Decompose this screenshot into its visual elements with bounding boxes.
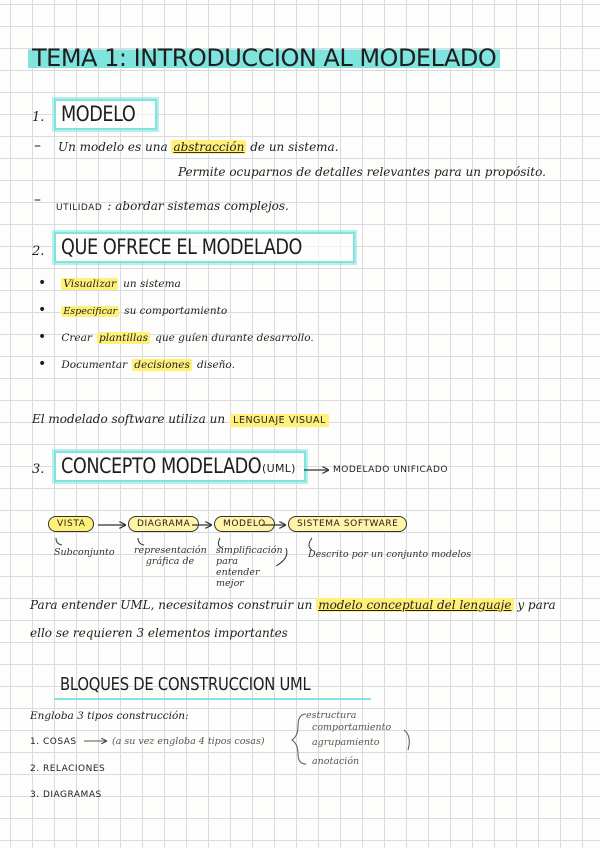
section-3-heading: CONCEPTO MODELADO bbox=[54, 451, 306, 482]
type-estructura: estructura bbox=[306, 710, 357, 721]
highlight-abstraccion: abstracción bbox=[173, 140, 245, 154]
model-purpose: Permite ocuparnos de detalles relevantes para un propósito. bbox=[178, 165, 546, 179]
utility-line: UTILIDAD : abordar sistemas complejos. bbox=[56, 199, 289, 213]
uml-paragraph-line2: ello se requieren 3 elementos importantes bbox=[30, 626, 288, 640]
type-agrupamiento: agrupamiento bbox=[312, 737, 380, 748]
section-1-heading: MODELO bbox=[54, 99, 157, 130]
flow-modelo: MODELO bbox=[214, 516, 275, 532]
dash-bullet: – bbox=[34, 138, 41, 154]
dash-bullet: – bbox=[34, 192, 41, 208]
block-cosas: 1. COSAS bbox=[30, 737, 77, 747]
flow-sistema-software: SISTEMA SOFTWARE bbox=[288, 516, 407, 532]
note-descrito: Descrito por un conjunto modelos bbox=[308, 549, 472, 560]
flow-vista: VISTA bbox=[48, 516, 94, 532]
block-diagramas: 3. DIAGRAMAS bbox=[30, 790, 102, 800]
brace-right bbox=[404, 730, 409, 750]
uml-acronym: (UML) bbox=[262, 462, 296, 475]
bullet-visualizar: • Visualizar un sistema bbox=[38, 275, 181, 291]
type-comportamiento: comportamiento bbox=[312, 722, 392, 733]
section-1-number: 1. bbox=[32, 110, 45, 125]
block-cosas-note: (a su vez engloba 4 tipos cosas) bbox=[112, 736, 265, 747]
bullet-documentar: • Documentar decisiones diseño. bbox=[38, 356, 235, 372]
flow-diagrama: DIAGRAMA bbox=[128, 516, 199, 532]
section-2-heading: QUE OFRECE EL MODELADO bbox=[54, 232, 355, 263]
note-subconjunto: Subconjunto bbox=[54, 547, 115, 558]
uml-paragraph-line1: Para entender UML, necesitamos construir un modelo conceptual del lenguaje y para bbox=[30, 598, 556, 612]
blocks-intro: Engloba 3 tipos construcción: bbox=[30, 710, 189, 722]
bullet-plantillas: • Crear plantillas que guíen durante desarrollo. bbox=[38, 329, 314, 345]
section-2-number: 2. bbox=[32, 244, 45, 259]
section-4-heading: BLOQUES DE CONSTRUCCION UML bbox=[54, 674, 371, 700]
block-relaciones: 2. RELACIONES bbox=[30, 764, 106, 774]
section-3-number: 3. bbox=[32, 462, 45, 477]
software-visual-language: El modelado software utiliza un LENGUAJE VISUAL bbox=[32, 408, 329, 427]
note-simplificacion: simplificación para entender mejor bbox=[216, 545, 283, 589]
brace-left bbox=[292, 714, 306, 764]
type-anotacion: anotación bbox=[312, 756, 360, 767]
highlight-modelo-conceptual: modelo conceptual del lenguaje bbox=[318, 598, 512, 612]
uml-description: MODELADO UNIFICADO bbox=[333, 465, 448, 475]
model-definition: Un modelo es una abstracción de un sistema. bbox=[58, 140, 339, 154]
page-title: TEMA 1: INTRODUCCION AL MODELADO bbox=[28, 44, 500, 72]
note-representacion: representación gráfica de bbox=[134, 545, 207, 567]
bullet-especificar: • Especificar su comportamiento bbox=[38, 302, 228, 318]
